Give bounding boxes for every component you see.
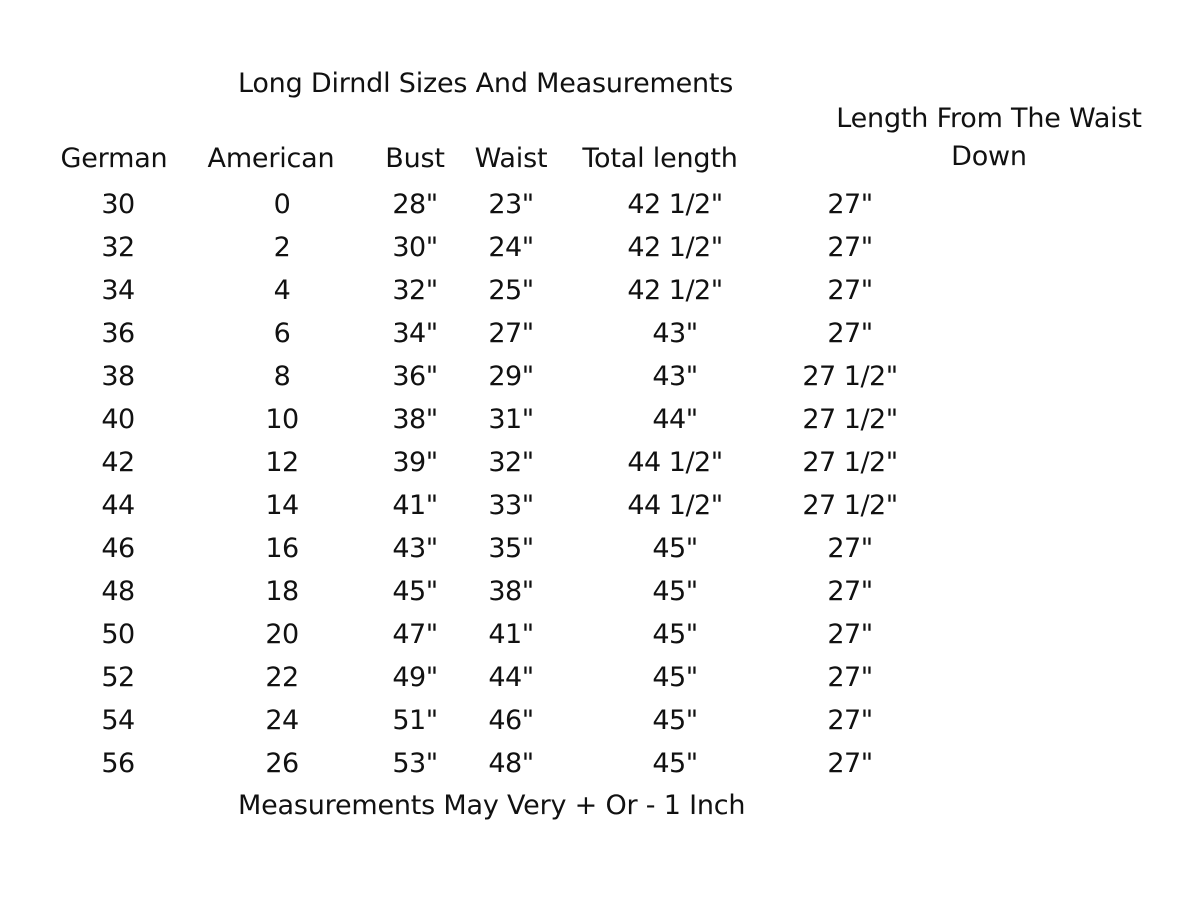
cell-waist: 35" (488, 533, 534, 564)
table-row (0, 312, 1200, 355)
cell-waist: 27" (488, 318, 534, 349)
cell-length-from-waist: 27" (827, 275, 873, 306)
table-row (0, 742, 1200, 785)
cell-waist: 41" (488, 619, 534, 650)
cell-bust: 45" (392, 576, 438, 607)
cell-length-from-waist: 27" (827, 619, 873, 650)
table-row (0, 226, 1200, 269)
cell-german: 36 (101, 318, 135, 349)
cell-total-length: 42 1/2" (627, 232, 723, 263)
cell-american: 0 (273, 189, 291, 220)
cell-german: 34 (101, 275, 135, 306)
cell-american: 2 (273, 232, 291, 263)
table-row (0, 269, 1200, 312)
cell-bust: 43" (392, 533, 438, 564)
cell-german: 42 (101, 447, 135, 478)
cell-total-length: 44 1/2" (627, 490, 723, 521)
cell-bust: 32" (392, 275, 438, 306)
cell-waist: 29" (488, 361, 534, 392)
cell-german: 54 (101, 705, 135, 736)
table-row (0, 613, 1200, 656)
cell-american: 18 (265, 576, 299, 607)
cell-american: 4 (273, 275, 291, 306)
cell-bust: 41" (392, 490, 438, 521)
cell-bust: 53" (392, 748, 438, 779)
header-bust: Bust (385, 143, 445, 174)
header-total-length: Total length (582, 143, 738, 174)
table-row (0, 355, 1200, 398)
cell-bust: 49" (392, 662, 438, 693)
cell-waist: 46" (488, 705, 534, 736)
header-german: German (60, 143, 168, 174)
measurement-note: Measurements May Very + Or - 1 Inch (238, 790, 746, 821)
cell-bust: 28" (392, 189, 438, 220)
cell-american: 16 (265, 533, 299, 564)
cell-length-from-waist: 27" (827, 189, 873, 220)
table-row (0, 570, 1200, 613)
cell-total-length: 45" (652, 576, 698, 607)
cell-length-from-waist: 27" (827, 232, 873, 263)
table-row (0, 699, 1200, 742)
table-row (0, 656, 1200, 699)
cell-bust: 34" (392, 318, 438, 349)
cell-german: 32 (101, 232, 135, 263)
cell-american: 12 (265, 447, 299, 478)
cell-bust: 51" (392, 705, 438, 736)
cell-american: 6 (273, 318, 291, 349)
cell-german: 46 (101, 533, 135, 564)
cell-american: 10 (265, 404, 299, 435)
cell-waist: 25" (488, 275, 534, 306)
cell-american: 8 (273, 361, 291, 392)
cell-german: 56 (101, 748, 135, 779)
cell-length-from-waist: 27" (827, 748, 873, 779)
cell-american: 26 (265, 748, 299, 779)
cell-german: 30 (101, 189, 135, 220)
cell-total-length: 45" (652, 705, 698, 736)
cell-american: 22 (265, 662, 299, 693)
cell-bust: 39" (392, 447, 438, 478)
cell-total-length: 42 1/2" (627, 275, 723, 306)
table-row (0, 484, 1200, 527)
cell-waist: 23" (488, 189, 534, 220)
cell-german: 38 (101, 361, 135, 392)
cell-length-from-waist: 27" (827, 318, 873, 349)
cell-length-from-waist: 27" (827, 705, 873, 736)
cell-length-from-waist: 27 1/2" (802, 490, 898, 521)
cell-bust: 38" (392, 404, 438, 435)
cell-american: 24 (265, 705, 299, 736)
cell-german: 44 (101, 490, 135, 521)
cell-bust: 30" (392, 232, 438, 263)
cell-length-from-waist: 27" (827, 533, 873, 564)
cell-bust: 36" (392, 361, 438, 392)
header-american: American (207, 143, 335, 174)
cell-waist: 31" (488, 404, 534, 435)
header-length-from-waist-line2: Down (951, 141, 1027, 172)
cell-german: 50 (101, 619, 135, 650)
cell-total-length: 43" (652, 361, 698, 392)
cell-waist: 48" (488, 748, 534, 779)
cell-total-length: 45" (652, 619, 698, 650)
table-row (0, 527, 1200, 570)
cell-waist: 38" (488, 576, 534, 607)
table-row (0, 398, 1200, 441)
cell-waist: 33" (488, 490, 534, 521)
cell-total-length: 45" (652, 662, 698, 693)
cell-total-length: 42 1/2" (627, 189, 723, 220)
cell-total-length: 44 1/2" (627, 447, 723, 478)
cell-waist: 44" (488, 662, 534, 693)
cell-length-from-waist: 27 1/2" (802, 404, 898, 435)
cell-length-from-waist: 27 1/2" (802, 361, 898, 392)
cell-length-from-waist: 27" (827, 662, 873, 693)
header-length-from-waist-line1: Length From The Waist (836, 103, 1142, 134)
cell-bust: 47" (392, 619, 438, 650)
cell-german: 40 (101, 404, 135, 435)
cell-total-length: 45" (652, 748, 698, 779)
cell-total-length: 44" (652, 404, 698, 435)
cell-total-length: 45" (652, 533, 698, 564)
cell-length-from-waist: 27 1/2" (802, 447, 898, 478)
cell-waist: 32" (488, 447, 534, 478)
table-row (0, 183, 1200, 226)
cell-american: 14 (265, 490, 299, 521)
cell-german: 52 (101, 662, 135, 693)
page-title: Long Dirndl Sizes And Measurements (238, 68, 734, 99)
cell-german: 48 (101, 576, 135, 607)
header-waist: Waist (474, 143, 548, 174)
cell-length-from-waist: 27" (827, 576, 873, 607)
cell-american: 20 (265, 619, 299, 650)
cell-waist: 24" (488, 232, 534, 263)
cell-total-length: 43" (652, 318, 698, 349)
table-row (0, 441, 1200, 484)
